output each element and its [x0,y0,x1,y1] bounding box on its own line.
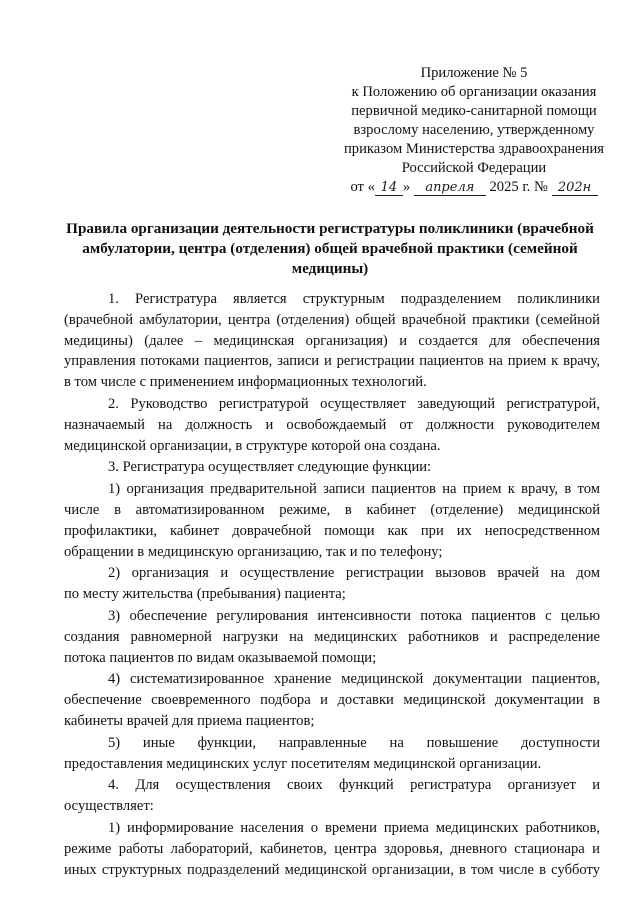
paragraph-line: режиме работы лабораторий, кабинетов, центра здоровья, дневного стационара и [64,840,600,857]
paragraph-line: (врачебной амбулатории, центра (отделения) общей врачебной практики (семейной [64,311,600,328]
paragraph [64,733,600,775]
paragraph [64,394,600,456]
paragraph-line: медицинской организации, в структуре которой она создана. [64,437,441,454]
paragraph [64,669,600,731]
paragraph-line: обеспечение своевременного подбора и доставки медицинской документации в [64,692,600,709]
appendix-line: приказом Министерства здравоохранения [344,141,604,157]
paragraph-line: управления потоками пациентов, записи и регистрации пациентов на прием к врачу, [64,353,600,370]
document-title [60,219,600,279]
paragraph-line: медицины) (далее – медицинская организация) и создается для обеспечения [64,332,600,349]
paragraph-line: осуществляет: [64,798,154,815]
paragraph [64,606,600,668]
paragraph [64,289,600,393]
paragraph-line: кабинеты врачей для приема пациентов; [64,712,315,729]
handwritten-month: апреля [414,181,486,196]
paragraph-line: 1) организация предварительной записи пациентов на прием к врачу, в том [108,481,600,498]
paragraph-line: создания равномерной нагрузки на медицинских работников и распределение [64,628,600,645]
paragraph-line: 2) организация и осуществление регистрации вызовов врачей на дом [108,565,600,582]
title-line: Правила организации деятельности регистратуры поликлиники (врачебной [66,220,594,237]
paragraph-line: 1. Регистратура является структурным подразделением поликлиники [108,291,600,307]
paragraph-line: по месту жительства (пребывания) пациента; [64,586,346,603]
appendix-line: первичной медико-санитарной помощи [351,103,597,119]
paragraph [64,563,600,605]
appendix-line: к Положению об организации оказания [351,84,597,100]
appendix-line: Приложение № 5 [420,65,528,81]
paragraph-line: иных структурных подразделений медицинской организации, в том числе в субботу [64,861,600,878]
paragraph-line: предоставления медицинских услуг посетителям медицинской организации. [64,755,542,772]
title-line: амбулатории, центра (отделения) общей врачебной практики (семейной [82,240,578,257]
date-mid: » [402,179,411,195]
appendix-line: взрослому населению, утвержденному [353,122,595,138]
paragraph-line: в том числе с применением информационных технологий. [64,374,427,391]
paragraph-line: назначаемый на должность и освобождаемый от должности руководителем [64,416,600,433]
order-date-line [328,178,620,197]
paragraph-line: 3) обеспечение регулирования интенсивности потока пациентов с целью [108,607,600,624]
appendix-line: Российской Федерации [401,160,547,176]
paragraph-line: числе в автоматизированном режиме, в кабинет (отделение) медицинской [64,501,600,518]
paragraph [64,818,600,880]
handwritten-order-number: 202н [552,181,598,196]
appendix-header [328,64,620,197]
date-prefix: от « [350,179,375,195]
paragraph [64,457,600,478]
paragraph-line: 2. Руководство регистратурой осуществляет заведующий регистратурой, [108,395,600,412]
paragraph-line: 4. Для осуществления своих функций регистратура организует и [108,777,600,794]
paragraph-line: 4) систематизированное хранение медицинской документации пациентов, [108,671,600,688]
paragraph [64,775,600,817]
paragraph-line: 1) информирование населения о времени приема медицинских работников, [108,819,600,836]
paragraph [64,479,600,562]
document-body [64,289,600,880]
paragraph-line: профилактики, кабинет доврачебной помощи как при их непосредственном [64,522,600,539]
paragraph-line: потока пациентов по видам оказываемой помощи; [64,649,377,666]
paragraph-line: 5) иные функции, направленные на повышение доступности [108,734,600,751]
title-line: медицины) [291,260,369,277]
paragraph-line: обращении в медицинскую организацию, так и по телефону; [64,543,443,560]
handwritten-day: 14 [375,181,403,196]
paragraph-line: 3. Регистратура осуществляет следующие функции: [108,459,432,476]
date-year: 2025 г. № [489,179,548,195]
